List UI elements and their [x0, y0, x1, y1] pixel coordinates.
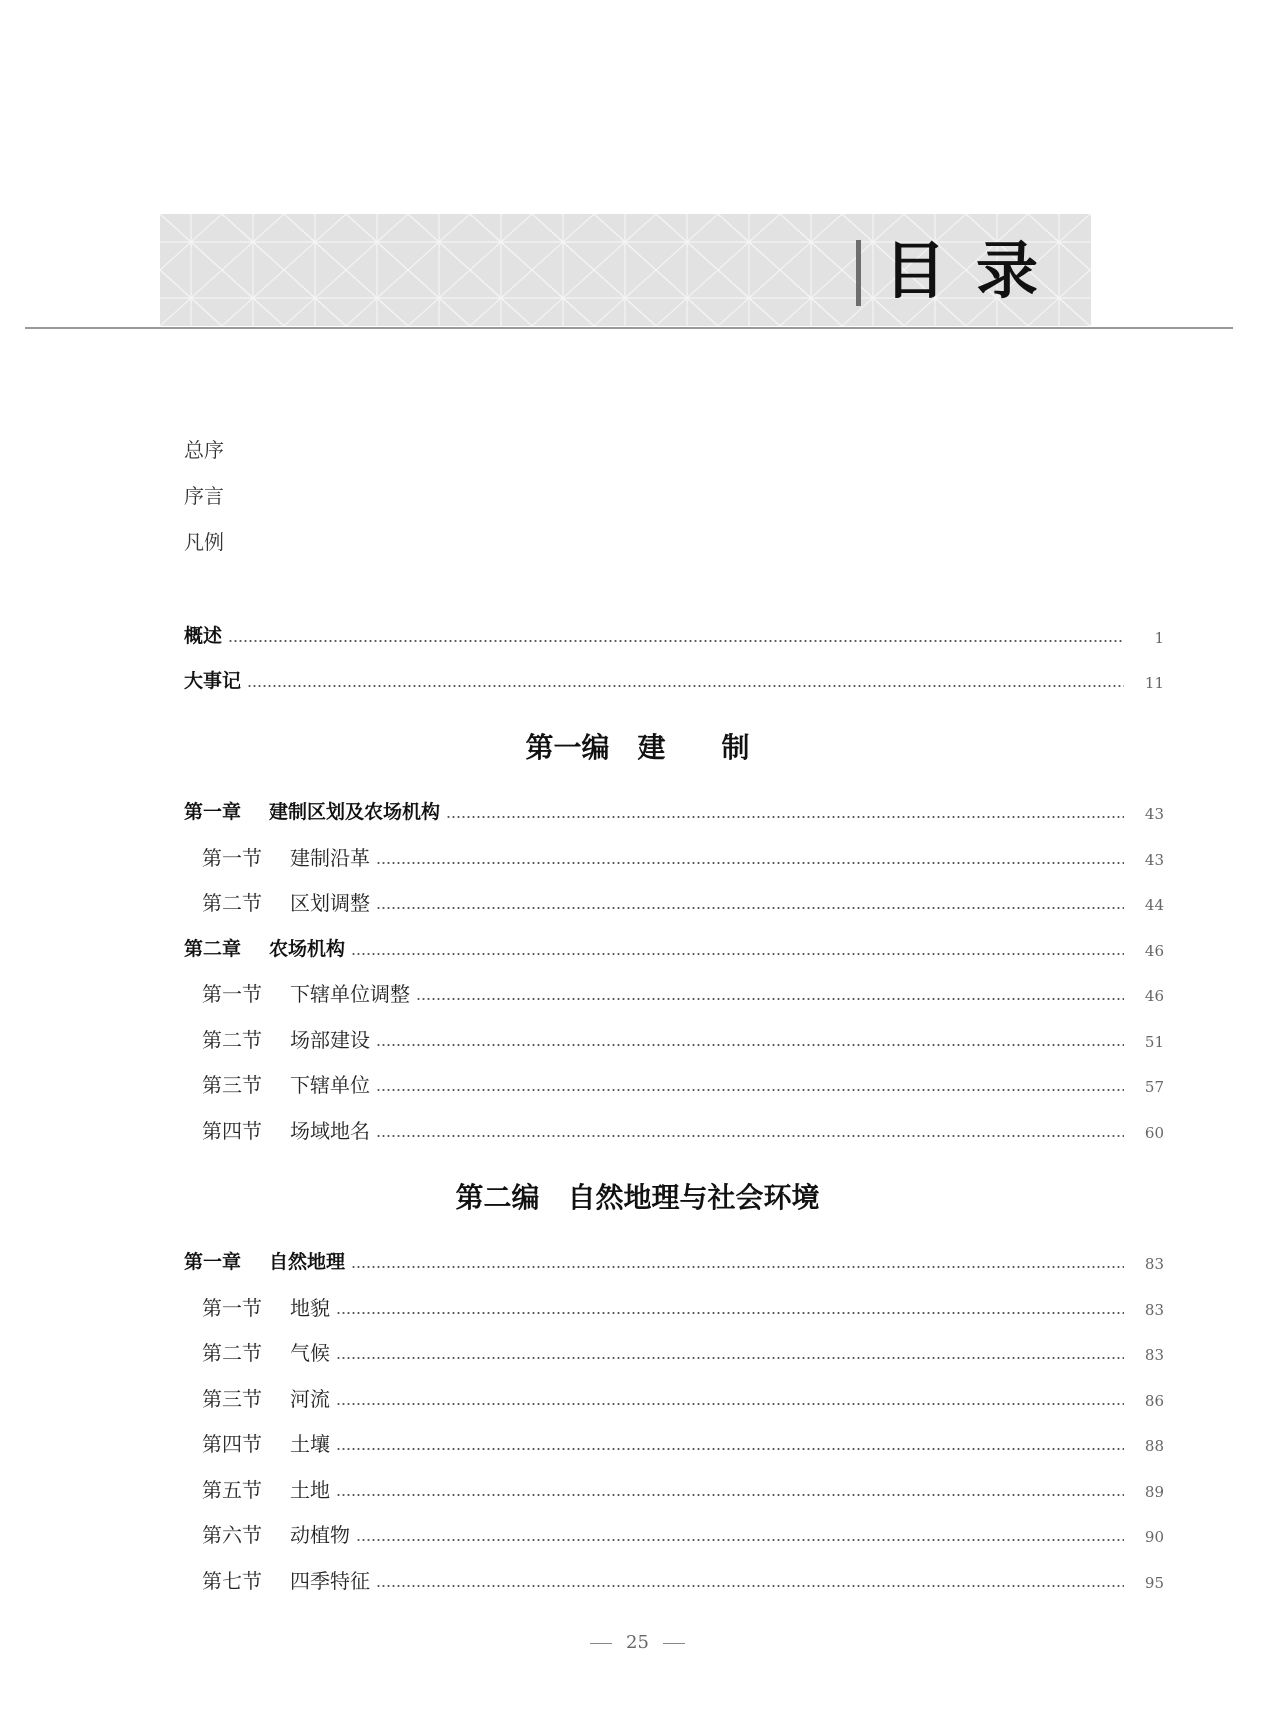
- toc-entry-title: 概述: [184, 625, 223, 647]
- toc-chapter-label: [184, 799, 440, 825]
- toc-section-label: [184, 1522, 350, 1548]
- section-number: 第三节: [202, 1387, 262, 1411]
- section-title: 场部建设: [290, 1028, 370, 1052]
- section-number: 第六节: [202, 1523, 262, 1547]
- toc-entry[interactable]: [184, 664, 1164, 694]
- leader-dots: [376, 862, 1124, 864]
- toc-page-number: 43: [1144, 851, 1164, 869]
- toc-page-number: 60: [1144, 1124, 1164, 1142]
- section-title: 建制沿革: [290, 846, 370, 870]
- leader-dots: [376, 1089, 1124, 1091]
- chapter-number: 第一章: [184, 1251, 242, 1273]
- toc-section-label: [184, 1386, 330, 1412]
- section-title: 土壤: [290, 1432, 330, 1456]
- front-matter-item[interactable]: 序言: [184, 484, 224, 508]
- toc-section[interactable]: [184, 1114, 1164, 1144]
- toc-section-label: [184, 1340, 330, 1366]
- toc-section[interactable]: [184, 1023, 1164, 1053]
- toc-section-label: [184, 1477, 330, 1503]
- footer-dash-right: [663, 1643, 685, 1644]
- toc-page-number: 88: [1144, 1437, 1164, 1455]
- section-number: 第一节: [202, 1296, 262, 1320]
- section-title: 场域地名: [290, 1119, 370, 1143]
- part-title: 第二编 自然地理与社会环境: [455, 1181, 820, 1214]
- section-title: 河流: [290, 1387, 330, 1411]
- leader-dots: [376, 1585, 1124, 1587]
- toc-section[interactable]: [184, 886, 1164, 916]
- toc-page-number: 95: [1144, 1574, 1164, 1592]
- leader-dots: [376, 1044, 1124, 1046]
- toc-page-number: 83: [1144, 1255, 1164, 1273]
- toc-section[interactable]: [184, 1382, 1164, 1412]
- toc-page-number: 11: [1144, 674, 1164, 692]
- toc-section-label: [184, 890, 370, 916]
- toc-section-label: [184, 1295, 330, 1321]
- leader-dots: [376, 1135, 1124, 1137]
- section-number: 第四节: [202, 1119, 262, 1143]
- section-title: 动植物: [290, 1523, 350, 1547]
- toc-chapter[interactable]: [184, 1245, 1164, 1275]
- toc-section-label: [184, 1118, 370, 1144]
- title-accent-bar: [856, 240, 861, 306]
- front-matter-item[interactable]: 凡例: [184, 530, 224, 554]
- leader-dots: [247, 685, 1124, 687]
- section-number: 第一节: [202, 982, 262, 1006]
- toc-section[interactable]: [184, 977, 1164, 1007]
- section-number: 第四节: [202, 1432, 262, 1456]
- section-title: 四季特征: [290, 1569, 370, 1593]
- chapter-title: 农场机构: [269, 938, 346, 960]
- leader-dots: [356, 1539, 1124, 1541]
- leader-dots: [416, 998, 1124, 1000]
- toc-chapter[interactable]: [184, 932, 1164, 962]
- section-number: 第五节: [202, 1478, 262, 1502]
- toc-section[interactable]: [184, 1336, 1164, 1366]
- toc-section-label: [184, 845, 370, 871]
- toc-page-number: 51: [1144, 1033, 1164, 1051]
- toc-page-number: 83: [1144, 1301, 1164, 1319]
- toc-section-label: [184, 1431, 330, 1457]
- leader-dots: [336, 1494, 1124, 1496]
- leader-dots: [336, 1403, 1124, 1405]
- section-title: 下辖单位: [290, 1073, 370, 1097]
- toc-section[interactable]: [184, 1518, 1164, 1548]
- section-title: 地貌: [290, 1296, 330, 1320]
- leader-dots: [376, 907, 1124, 909]
- toc-page-number: 1: [1154, 629, 1164, 647]
- toc-section[interactable]: [184, 1427, 1164, 1457]
- toc-page-number: 57: [1144, 1078, 1164, 1096]
- leader-dots: [336, 1312, 1124, 1314]
- leader-dots: [336, 1448, 1124, 1450]
- chapter-title: 建制区划及农场机构: [269, 801, 441, 823]
- toc-section[interactable]: [184, 1068, 1164, 1098]
- leader-dots: [336, 1357, 1124, 1359]
- section-title: 区划调整: [290, 891, 370, 915]
- toc-page-number: 44: [1144, 896, 1164, 914]
- toc-page-number: 83: [1144, 1346, 1164, 1364]
- toc-chapter-label: [184, 1249, 345, 1275]
- toc-page-number: 86: [1144, 1392, 1164, 1410]
- toc-section-label: [184, 1072, 370, 1098]
- toc-entry[interactable]: [184, 619, 1164, 649]
- toc-section[interactable]: [184, 1291, 1164, 1321]
- leader-dots: [228, 640, 1124, 642]
- page-number: 25: [626, 1632, 649, 1653]
- toc-entry-title: 大事记: [184, 670, 242, 692]
- chapter-number: 第二章: [184, 938, 242, 960]
- toc-section-label: [184, 1027, 370, 1053]
- leader-dots: [351, 1266, 1124, 1268]
- toc-chapter-label: [184, 936, 345, 962]
- section-number: 第三节: [202, 1073, 262, 1097]
- section-number: 第一节: [202, 846, 262, 870]
- toc-section-label: [184, 981, 410, 1007]
- toc-page-number: 46: [1144, 987, 1164, 1005]
- front-matter-item[interactable]: 总序: [184, 438, 224, 462]
- toc-page-number: 90: [1144, 1528, 1164, 1546]
- section-title: 下辖单位调整: [290, 982, 410, 1006]
- section-number: 第二节: [202, 1341, 262, 1365]
- header-rule: [25, 327, 1233, 329]
- toc-chapter[interactable]: [184, 795, 1164, 825]
- toc-section[interactable]: [184, 1564, 1164, 1594]
- section-title: 气候: [290, 1341, 330, 1365]
- section-number: 第二节: [202, 891, 262, 915]
- section-title: 土地: [290, 1478, 330, 1502]
- section-number: 第七节: [202, 1569, 262, 1593]
- toc-page-number: 89: [1144, 1483, 1164, 1501]
- toc-section[interactable]: [184, 841, 1164, 871]
- section-number: 第二节: [202, 1028, 262, 1052]
- toc-section[interactable]: [184, 1473, 1164, 1503]
- page-title: 目录: [884, 234, 1069, 307]
- leader-dots: [446, 816, 1124, 818]
- leader-dots: [351, 953, 1124, 955]
- toc-section-label: [184, 1568, 370, 1594]
- toc-page-number: 43: [1144, 805, 1164, 823]
- footer-dash-left: [590, 1643, 612, 1644]
- toc-page-number: 46: [1144, 942, 1164, 960]
- page-footer: [0, 1632, 1275, 1653]
- chapter-number: 第一章: [184, 801, 242, 823]
- chapter-title: 自然地理: [269, 1251, 346, 1273]
- part-title: 第一编 建 制: [525, 731, 750, 764]
